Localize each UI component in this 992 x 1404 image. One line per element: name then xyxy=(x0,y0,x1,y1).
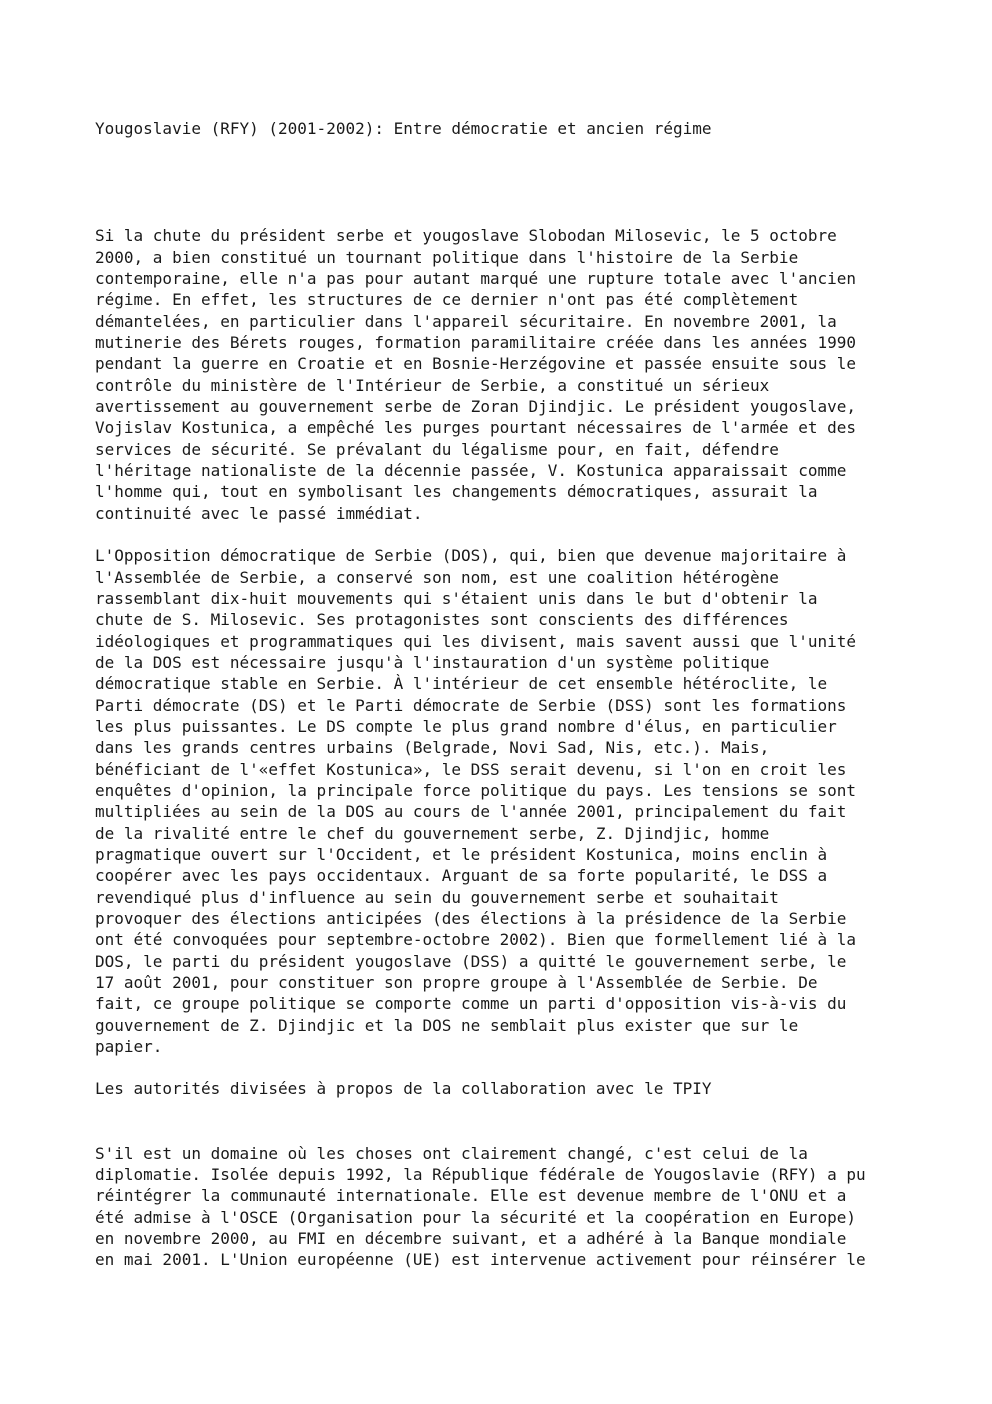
text-line: revendiqué plus d'influence au sein du gouvernement serbe et souhaitait xyxy=(95,887,779,907)
text-line: 17 août 2001, pour constituer son propre groupe à l'Assemblée de Serbie. De xyxy=(95,973,818,993)
document-page xyxy=(95,118,915,1292)
text-line: démantelées, en particulier dans l'appareil sécuritaire. En novembre 2001, la xyxy=(95,311,837,331)
text-line: l'homme qui, tout en symbolisant les changements démocratiques, assurait la xyxy=(95,482,818,502)
text-line: continuité avec le passé immédiat. xyxy=(95,503,423,523)
text-line: mutinerie des Bérets rouges, formation paramilitaire créée dans les années 1990 xyxy=(95,333,856,353)
text-line: l'héritage nationaliste de la décennie passée, V. Kostunica apparaissait comme xyxy=(95,461,847,481)
text-line: papier. xyxy=(95,1037,163,1057)
text-line: 2000, a bien constitué un tournant politique dans l'histoire de la Serbie xyxy=(95,247,799,267)
text-line: Parti démocrate (DS) et le Parti démocrate de Serbie (DSS) sont les formations xyxy=(95,695,847,715)
text-line: de la DOS est nécessaire jusqu'à l'instauration d'un système politique xyxy=(95,652,770,672)
text-line: bénéficiant de l'«effet Kostunica», le DSS serait devenu, si l'on en croit les xyxy=(95,759,847,779)
text-line: les plus puissantes. Le DS compte le plus grand nombre d'élus, en particulier xyxy=(95,716,837,736)
text-line: avertissement au gouvernement serbe de Zoran Djindjic. Le président yougoslave, xyxy=(95,397,856,417)
paragraph-2 xyxy=(95,545,915,1057)
section-subheading: Les autorités divisées à propos de la collaboration avec le TPIY xyxy=(95,1079,712,1099)
text-line: multipliées au sein de la DOS au cours de l'année 2001, principalement du fait xyxy=(95,802,847,822)
text-line: contrôle du ministère de l'Intérieur de Serbie, a constitué un sérieux xyxy=(95,375,770,395)
text-line: en novembre 2000, au FMI en décembre suivant, et a adhéré à la Banque mondiale xyxy=(95,1229,847,1249)
text-line: diplomatie. Isolée depuis 1992, la République fédérale de Yougoslavie (RFY) a pu xyxy=(95,1165,866,1185)
paragraph-1 xyxy=(95,225,915,524)
text-line: pendant la guerre en Croatie et en Bosnie-Herzégovine et passée ensuite sous le xyxy=(95,354,856,374)
text-line: fait, ce groupe politique se comporte comme un parti d'opposition vis-à-vis du xyxy=(95,994,847,1014)
text-line: l'Assemblée de Serbie, a conservé son nom, est une coalition hétérogène xyxy=(95,567,779,587)
text-line: dans les grands centres urbains (Belgrade, Novi Sad, Nis, etc.). Mais, xyxy=(95,738,770,758)
text-line: régime. En effet, les structures de ce dernier n'ont pas été complètement xyxy=(95,290,799,310)
text-line: idéologiques et programmatiques qui les divisent, mais savent aussi que l'unité xyxy=(95,631,856,651)
text-line: DOS, le parti du président yougoslave (DSS) a quitté le gouvernement serbe, le xyxy=(95,951,847,971)
text-line: contemporaine, elle n'a pas pour autant marqué une rupture totale avec l'ancien xyxy=(95,269,856,289)
text-line: coopérer avec les pays occidentaux. Arguant de sa forte popularité, le DSS a xyxy=(95,866,828,886)
text-line: rassemblant dix-huit mouvements qui s'étaient unis dans le but d'obtenir la xyxy=(95,588,818,608)
text-line: services de sécurité. Se prévalant du légalisme pour, en fait, défendre xyxy=(95,439,779,459)
text-line: Vojislav Kostunica, a empêché les purges pourtant nécessaires de l'armée et des xyxy=(95,418,856,438)
document-title: Yougoslavie (RFY) (2001-2002): Entre démocratie et ancien régime xyxy=(95,119,712,138)
text-line: ont été convoquées pour septembre-octobre 2002). Bien que formellement lié à la xyxy=(95,930,856,950)
text-line: réintégrer la communauté internationale. Elle est devenue membre de l'ONU et a xyxy=(95,1186,847,1206)
text-line: chute de S. Milosevic. Ses protagonistes sont conscients des différences xyxy=(95,610,789,630)
text-line: de la rivalité entre le chef du gouvernement serbe, Z. Djindjic, homme xyxy=(95,823,770,843)
text-line: Si la chute du président serbe et yougoslave Slobodan Milosevic, le 5 octobre xyxy=(95,226,837,246)
text-line: en mai 2001. L'Union européenne (UE) est intervenue activement pour réinsérer le xyxy=(95,1250,866,1270)
text-line: L'Opposition démocratique de Serbie (DOS), qui, bien que devenue majoritaire à xyxy=(95,546,847,566)
text-line: enquêtes d'opinion, la principale force politique du pays. Les tensions se sont xyxy=(95,780,856,800)
text-line: pragmatique ouvert sur l'Occident, et le président Kostunica, moins enclin à xyxy=(95,844,828,864)
text-line: gouvernement de Z. Djindjic et la DOS ne semblait plus exister que sur le xyxy=(95,1015,799,1035)
text-line: été admise à l'OSCE (Organisation pour la sécurité et la coopération en Europe) xyxy=(95,1207,856,1227)
paragraph-3 xyxy=(95,1143,915,1271)
text-line: démocratique stable en Serbie. À l'intérieur de cet ensemble hétéroclite, le xyxy=(95,674,828,694)
text-line: S'il est un domaine où les choses ont clairement changé, c'est celui de la xyxy=(95,1143,808,1163)
text-line: provoquer des élections anticipées (des élections à la présidence de la Serbie xyxy=(95,909,847,928)
